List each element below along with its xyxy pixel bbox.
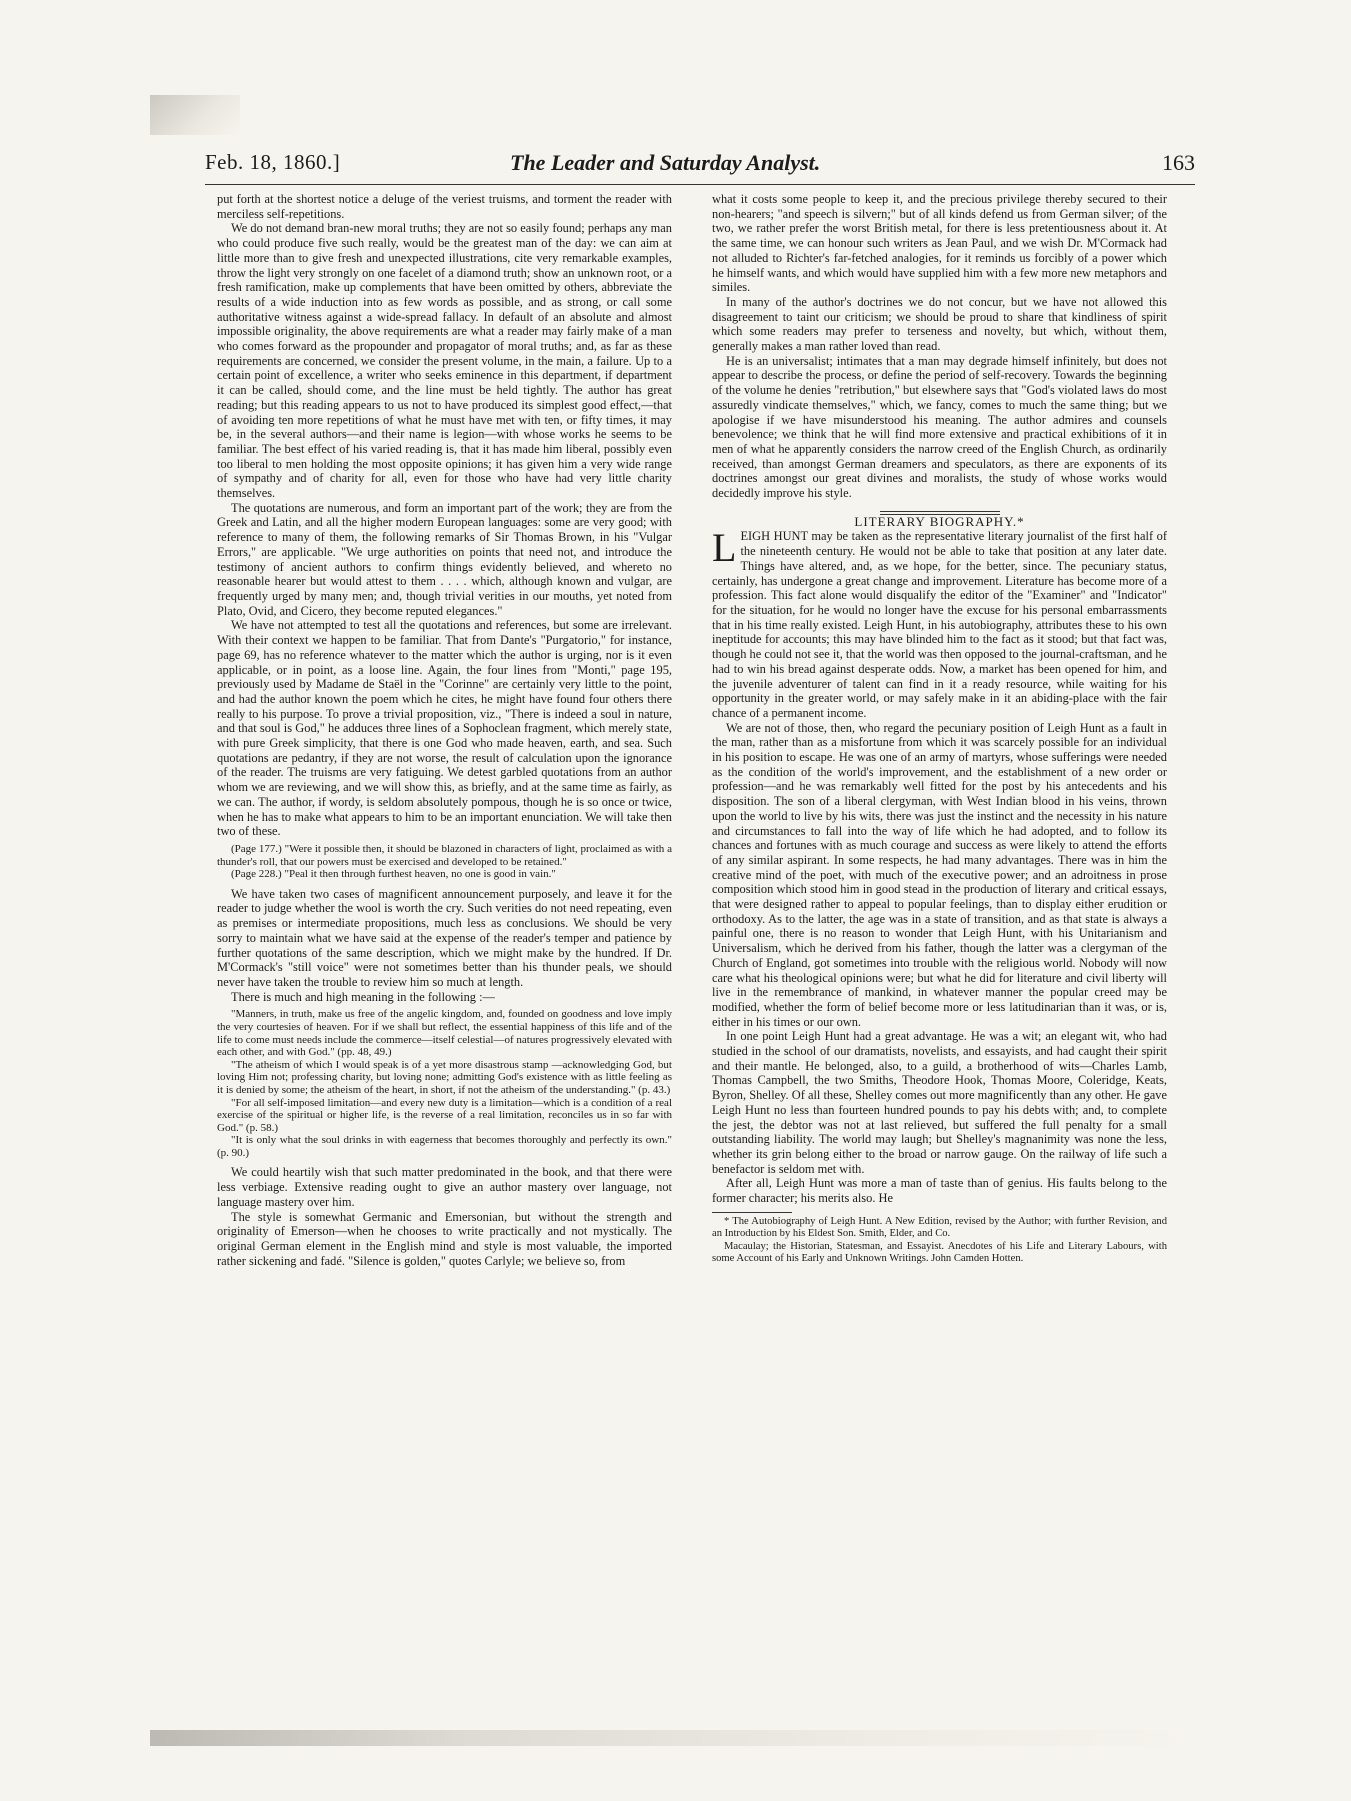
right-column [712, 192, 1167, 1712]
paragraph: There is much and high meaning in the following :— [231, 989, 495, 1004]
quote-line: "Manners, in truth, make us free of the angelic kingdom, and, founded on goodness and love imply the very courtesies of heaven. For if we shall but reflect, the essential happiness of this life and of the life to come must needs include the commerce—itself celestial—of natures progressively elevated with each other, and with God." (pp. 48, 49.) [217, 1008, 672, 1059]
quote-line: "It is only what the soul drinks in with eagerness that becomes thoroughly and perfectly its own." (p. 90.) [217, 1134, 672, 1159]
paragraph: The quotations are numerous, and form an important part of the work; they are from the Greek and Latin, and all the higher modern European languages: some are very good; with reference to many of them, the following remarks of Sir Thomas Brown, in his "Vulgar Errors," are applicable. "We urge authorities on points that need not, and introduce the testimony of ancient authors to confirm things evidently believed, and whereto no reasonable hearer but would attest to them . . . . which, although known and vulgar, are frequently urged by many men; and, though trivial verities in our mouths, yet noted from Plato, Ovid, and Cicero, they become reputed elegances." [217, 500, 672, 618]
paragraph: We do not demand bran-new moral truths; they are not so easily found; perhaps any man who could produce five such really, would be the greatest man of the day: we can aim at little more than to give fresh and unexpected illustrations, cite very remarkable examples, throw the light very strongly on one facelet of a diamond truth; show an unknown root, or a fresh ramification, make up complements that have been omitted by others, abbreviate the results of a wide induction into as few words as possible, and as strong, or call some authoritative witness against a wide-spread fallacy. In default of an absolute and almost impossible originality, the above requirements are what a reader may fairly make of a man who comes forward as the propounder and propagator of moral truths; and, as far as these requirements are concerned, we consider the present volume, in the main, a failure. Up to a certain point of excellence, a writer who seeks eminence in this department, if department it can be called, should come, and the line must be held tightly. The author has great reading; but this reading appears to us not to have produced its simplest good effect,—that of avoiding ten more repetitions of what he must have met with ten, or fifty times, it may be, in the several authors—and their name is legion—with whose works he seems to be familiar. The best effect of his varied reading is, that it has made him liberal, possibly even too liberal to men holding the most opposite opinions; it has given him a very wide range of sympathy and of charity for all, even for those who have had very little charity themselves. [217, 221, 672, 501]
block-quote [217, 1008, 672, 1159]
paragraph: In many of the author's doctrines we do not concur, but we have not allowed this disagreement to taint our criticism; we should be proud to share that kindliness of spirit which some readers may prefer to terseness and novelty, but which, without them, generally makes a man rather loved than read. [712, 294, 1167, 354]
publication-title: The Leader and Saturday Analyst. [510, 150, 821, 175]
quote-line: (Page 177.) "Were it possible then, it should be blazoned in characters of light, proclaimed as with a thunder's roll, that our powers must be exercised and developed to be retained." [217, 842, 672, 868]
paragraph: After all, Leigh Hunt was more a man of taste than of genius. His faults belong to the former character; his merits also. He [712, 1176, 1167, 1206]
paragraph: We have not attempted to test all the quotations and references, but some are irrelevant. With their context we happen to be familiar. That from Dante's "Purgatorio," for instance, page 69, has no reference whatever to the matter which the author is urging, nor is it even applicable, or in point, as a loose line. Again, the four lines from "Monti," page 195, previously used by Madame de Staël in the "Corinne" are certainly very little to the point, and had the author known the poem which he cites, he might have found four others there really to his purpose. To prove a trivial proposition, viz., "There is indeed a soul in nature, and that soul is God," he adduces three lines of a Sophoclean fragment, which merely state, with pure Greek simplicity, that there is one God who made heaven, earth, and sea. Such quotations are pedantry, if they are not worse, the result of calculation upon the ignorance of the reader. The truisms are very fatiguing. We detest garbled quotations from an author whom we are reviewing, and we will show this, as briefly, and at the same time as fairly, as we can. The author, if wordy, is seldom absolutely pompous, though he is so once or twice, when he has to make what appears to him to be an important enunciation. We will take then two of these. [217, 618, 672, 839]
quote-line: (Page 228.) "Peal it then through furthest heaven, no one is good in vain." [231, 868, 556, 881]
footnote-rule [712, 1212, 792, 1213]
section-opening [712, 525, 1167, 720]
paragraph: He is an universalist; intimates that a man may degrade himself infinitely, but does not appear to describe the process, or define the period of self-recovery. Towards the beginning of the volume he denies "retribution," but elsewhere says that "God's violated laws do most assuredly vindicate themselves," which, we fancy, comes to much the same thing; but we apologise if we have misunderstood his meaning. The author admires and counsels benevolence; we think that he will find more extensive and practical exhibitions of it in men of what he apparently considers the narrow creed of the English Church, as ordinarily received, than amongst German dreamers and speculators, as there are exponents of its doctrines amongst our great divines and moralists, the study of whose works would decidedly improve his style. [712, 353, 1167, 501]
paragraph: We could heartily wish that such matter predominated in the book, and that there were less verbiage. Extensive reading ought to give an author mastery over language, not language mastery over him. [217, 1165, 672, 1209]
scan-smudge [150, 95, 240, 135]
quote-line: "The atheism of which I would speak is of a yet more disastrous stamp —acknowledging God, but loving Him not; professing charity, but loving none; admitting God's existence with as little feeling as it is denied by some; the atheism of the heart, in short, if not the atheism of the understanding." (p. 43.) [217, 1058, 672, 1096]
footnote: * The Autobiography of Leigh Hunt. A New Edition, revised by the Author; with further Revision, and an Introduction by his Eldest Son. Smith, Elder, and Co. [712, 1215, 1167, 1240]
paragraph: In one point Leigh Hunt had a great advantage. He was a wit; an elegant wit, who had studied in the school of our dramatists, novelists, and essayists, and had caught their spirit and their mantle. He belonged, also, to a guild, a brotherhood of wits—Charles Lamb, Thomas Campbell, the two Smiths, Theodore Hook, Thomas Moore, Coleridge, Keats, Byron, Shelley. Of all these, Shelley comes out more magnificently than any other. He gave Leigh Hunt no less than fourteen hundred pounds to pay his debts with; and, to complete the jest, the debtor was not at last relieved, but suffered the full penalty for a small outstanding liability. The world may laugh; but Shelley's magnanimity was none the less, whether its grin belong either to the broad or narrow gauge. On the railway of life such a benefactor is seldom met with. [712, 1029, 1167, 1176]
block-quote [217, 843, 672, 881]
paragraph: put forth at the shortest notice a deluge of the veriest truisms, and torment the reader with merciless self-repetitions. [217, 192, 672, 221]
left-column [217, 192, 672, 1712]
issue-date: Feb. 18, 1860.] [205, 150, 341, 174]
page-header [205, 150, 1195, 176]
quote-line: "For all self-imposed limitation—and every new duty is a limitation—which is a condition of a real exercise of the spiritual or higher life, is the reverse of a real limitation, reconciles us in so far with God." (p. 58.) [217, 1096, 672, 1134]
paragraph: what it costs some people to keep it, and the precious privilege thereby secured to their non-hearers; "and speech is silvern;" but of all kinds defend us from German silver; of the two, we rather prefer the worst British metal, for there is less pretentiousness about it. At the same time, we can honour such writers as Jean Paul, and we wish Dr. M'Cormack had not alluded to Richter's far-fetched analogies, for it reminds us forcibly of a power which he himself wants, and which would have supplied him with a few more new metaphors and similes. [712, 192, 1167, 295]
footnotes [712, 1216, 1167, 1266]
drop-cap: L [712, 525, 737, 571]
section-title: LITERARY BIOGRAPHY.* [854, 513, 1025, 529]
paragraph: We have taken two cases of magnificent announcement purposely, and leave it for the reader to judge whether the wool is worth the cry. Such verities do not need repeating, even as premises or intermediate propositions, much less as conclusions. We should be very sorry to maintain what we have said at the expense of the reader's temper and patience by further quotations of the same description, which we might make by the hundred. If Dr. M'Cormack's "still voice" were not sometimes better than his thunder peals, we should never have taken the trouble to review him so much at length. [217, 886, 672, 989]
footnote: Macaulay; the Historian, Statesman, and Essayist. Anecdotes of his Life and Literary Labours, with some Account of his Early and Unknown Writings. John Camden Hotten. [712, 1240, 1167, 1265]
paragraph: We are not of those, then, who regard the pecuniary position of Leigh Hunt as a fault in the man, rather than as a misfortune from which it was scarcely possible for an individual in his position to escape. He was one of an army of martyrs, whose sufferings were needed as the condition of the world's improvement, and the establishment of a new order or profession—and he was remarkably well fitted for the post by his antecedents and his disposition. The son of a liberal clergyman, with West Indian blood in his veins, thrown upon the world to live by his wits, there was just the instinct and the necessity in his nature and circumstances to fall into the way of life which he had adopted, and to follow its chances and fortunes with as much courage and success as were likely to attend the efforts of any similar aspirant. In some respects, he had many advantages. There was in him the creative mind of the poet, with much of the executive power; and an adroitness in prose composition which stood him in good stead in the production of literary and critical essays, that were designed rather to appeal to popular feelings, than to display either erudition or orthodoxy. As to the latter, the age was in a state of transition, and as that state is always a painful one, there is no reason to wonder that Leigh Hunt, with his Unitarianism and Universalism, which he derived from his father, though the latter was a clergyman of the Church of England, got sometimes into trouble with the religious world. Nobody will now care what his theological opinions were; but what he did for literature and civil liberty will live in the remembrance of mankind, in whatever manner the popular creed may be modified, whether the form of belief become more or less latitudinarian than it was, or is, either in his times or our own. [712, 720, 1167, 1029]
opening-text: EIGH HUNT may be taken as the representative literary journalist of the first half of the nineteenth century. He would not be able to take that position at any later date. Things have altered, and, as we hope, for the better, since. The pecuniary status, certainly, has undergone a great change and improvement. Literature has become more of a profession. This fact alone would disqualify the editor of the "Examiner" and "Indicator" for the situation, for he would no longer have the excuse for his personal embarrassments that in his time really existed. Leigh Hunt, in his autobiography, attributes these to his own ineptitude for accounts; this may have blinded him to the fact as it stood; but that fact was, though he could not see it, that the world was then opposed to the journal-craftsman, and he had to win his bread against desperate odds. Now, a market has been opened for him, and the juvenile adventurer of talent can find in it a ready resource, while waiting for his opportunity in the greater world, or may safely make in it an abiding-place with the fair chance of a permanent income. [712, 529, 1167, 720]
paragraph: The style is somewhat Germanic and Emersonian, but without the strength and originality of Emerson—when he chooses to write practically and not mystically. The original German element in the English mind and style is most valuable, the imported rather sickening and fadé. "Silence is golden," quotes Carlyle; we believe so, from [217, 1209, 672, 1268]
scan-edge-smudge [150, 1730, 1200, 1746]
header-rule [205, 184, 1195, 185]
page-number: 163 [1162, 150, 1195, 175]
